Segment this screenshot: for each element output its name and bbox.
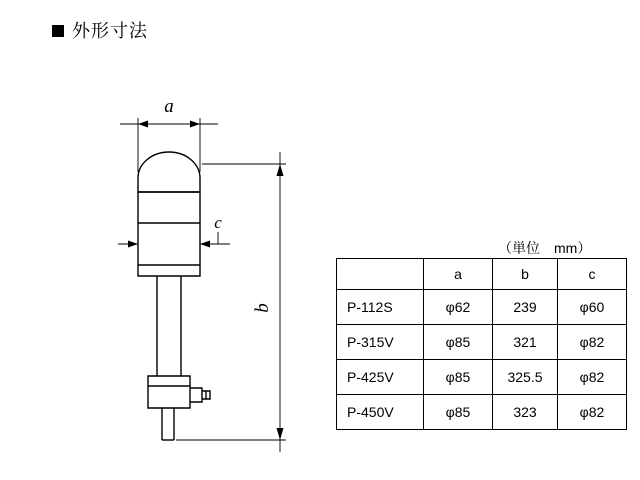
table-header-b: b	[493, 259, 558, 290]
page-title	[52, 22, 148, 40]
dimension-label-c: c	[214, 213, 222, 232]
table-cell-model: P-425V	[337, 360, 424, 395]
table-cell-model: P-112S	[337, 290, 424, 325]
table-cell-a: φ85	[424, 395, 493, 430]
table-cell-a: φ85	[424, 360, 493, 395]
table-header-a: a	[424, 259, 493, 290]
dimension-label-b: b	[252, 303, 273, 313]
table-header-c: c	[558, 259, 627, 290]
table-row	[337, 360, 627, 395]
table-cell-a: φ85	[424, 325, 493, 360]
table-cell-b: 325.5	[493, 360, 558, 395]
table-cell-b: 323	[493, 395, 558, 430]
pump-outline-dimension-drawing	[90, 80, 350, 460]
table-row	[337, 395, 627, 430]
table-cell-b: 321	[493, 325, 558, 360]
table-cell-a: φ62	[424, 290, 493, 325]
square-bullet-icon	[52, 25, 64, 37]
table-cell-c: φ82	[558, 395, 627, 430]
table-cell-b: 239	[493, 290, 558, 325]
dimension-spec-table	[336, 258, 627, 430]
table-header-model	[337, 259, 424, 290]
table-row	[337, 290, 627, 325]
table-cell-c: φ82	[558, 360, 627, 395]
dimension-label-a: a	[164, 96, 174, 117]
table-row	[337, 325, 627, 360]
table-header-row	[337, 259, 627, 290]
unit-note: （単位 mm）	[498, 240, 592, 256]
table-cell-model: P-315V	[337, 325, 424, 360]
table-cell-c: φ82	[558, 325, 627, 360]
table-cell-c: φ60	[558, 290, 627, 325]
page-title-text: 外形寸法	[72, 21, 148, 41]
table-cell-model: P-450V	[337, 395, 424, 430]
